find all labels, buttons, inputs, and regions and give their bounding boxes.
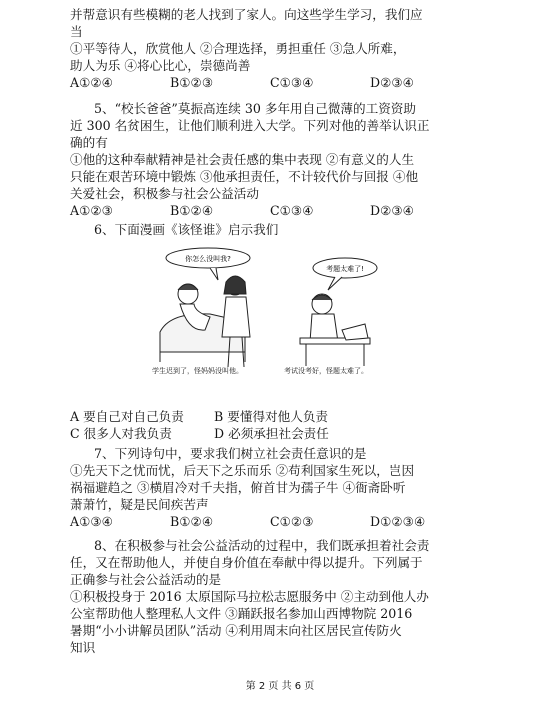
- q5-line: ①他的这种奉献精神是社会责任感的集中表现 ②有意义的人生: [70, 152, 415, 167]
- option-d: D②③④: [370, 203, 414, 218]
- q8-line: 暑期“小小讲解员团队”活动 ④利用周末向社区居民宣传防火: [70, 623, 402, 638]
- bubble-left: 你怎么没叫我?: [185, 255, 231, 263]
- option-d: D②③④: [370, 75, 414, 90]
- question-6: [70, 221, 470, 238]
- question-8: [70, 537, 470, 656]
- q5-line: 只能在艰苦环境中锻炼 ③他承担责任，不计较代价与回报 ④他: [70, 169, 419, 184]
- cartoon-illustration: [150, 242, 400, 377]
- option-c: C①②③: [270, 514, 314, 529]
- option-c: C①③④: [270, 203, 314, 218]
- q8-line: 8、在积极参与社会公益活动的过程中，我们既承担着社会责: [94, 538, 430, 553]
- option-a: A①②③: [70, 203, 113, 218]
- q8-line: 正确参与社会公益活动的是: [70, 572, 222, 587]
- option-d: D①②③④: [370, 514, 426, 529]
- q7-line: 祸福避趋之 ③横眉冷对千夫指，俯首甘为孺子牛 ④衙斋卧听: [70, 480, 406, 495]
- q8-line: 任，又在帮助他人，并使自身价值在奉献中得以提升。下列属于: [70, 555, 423, 570]
- bubble-right: 考题太难了!: [326, 265, 364, 273]
- q7-line: 7、下列诗句中，要求我们树立社会责任意识的是: [94, 446, 367, 461]
- q8-line: 知识: [70, 640, 96, 655]
- q5-line: 关爱社会，积极参与社会公益活动: [70, 186, 259, 201]
- option-b: B①②④: [170, 203, 214, 218]
- caption-right: 考试没考好，怪题太难了。: [284, 367, 368, 375]
- option-a: A①②④: [70, 75, 113, 90]
- q4-line: 当: [70, 24, 83, 39]
- q4-line: 并帮意识有些模糊的老人找到了家人。向这些学生学习，我们应: [70, 7, 423, 22]
- option-a: A①③④: [70, 514, 113, 529]
- q5-line: 5、“校长爸爸”莫振高连续 30 多年用自己微薄的工资资助: [94, 101, 416, 116]
- q6-options: [70, 408, 470, 442]
- q5-options: [70, 202, 470, 219]
- q8-line: 公室帮助他人整理私人文件 ③踊跃报名参加山西博物院 2016: [70, 606, 413, 621]
- q6-stem: 6、下面漫画《该怪谁》启示我们: [94, 222, 279, 237]
- caption-left: 学生迟到了，怪妈妈没叫他。: [152, 367, 243, 375]
- option-a: A 要自己对自己负责: [70, 409, 184, 424]
- q5-line: 确的有: [70, 135, 108, 150]
- option-c: C①③④: [270, 75, 314, 90]
- question-5: [70, 100, 470, 219]
- option-d: D 必须承担社会责任: [214, 426, 329, 441]
- option-b: B①②③: [170, 75, 214, 90]
- q4-options: [70, 74, 470, 91]
- q7-line: ①先天下之忧而忧，后天下之乐而乐 ②苟利国家生死以，岂因: [70, 463, 415, 478]
- q4-line: 助人为乐 ④将心比心，崇德尚善: [70, 58, 251, 73]
- question-7: [70, 445, 470, 530]
- page-footer: 第 2 页 共 6 页: [245, 681, 315, 692]
- q4-line: ①平等待人，欣赏他人 ②合理选择，勇担重任 ③急人所难，: [70, 41, 406, 56]
- q5-line: 近 300 名贫困生，让他们顺利进入大学。下列对他的善举认识正: [70, 118, 430, 133]
- option-b: B①②④: [170, 514, 214, 529]
- q8-line: ①积极投身于 2016 太原国际马拉松志愿服务中 ②主动到他人办: [70, 589, 429, 604]
- option-c: C 很多人对我负责: [70, 426, 172, 441]
- q7-line: 萧萧竹，疑是民间疾苦声: [70, 497, 209, 512]
- q7-options: [70, 513, 470, 530]
- question-4: [70, 6, 470, 91]
- option-b: B 要懂得对他人负责: [214, 409, 329, 424]
